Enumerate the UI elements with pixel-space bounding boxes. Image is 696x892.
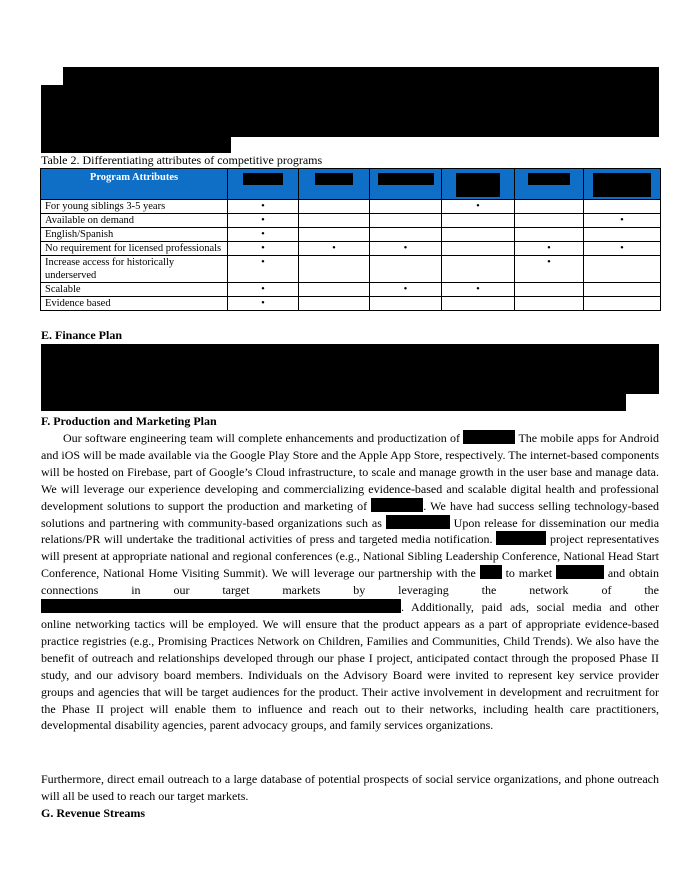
mark-cell: •	[228, 283, 299, 297]
attribute-cell: Available on demand	[41, 214, 228, 228]
mark-cell	[584, 297, 661, 311]
mark-cell: •	[228, 200, 299, 214]
prod-text-1: Our software engineering team will complete enhancements and productization of	[63, 431, 461, 445]
mark-cell: •	[584, 214, 661, 228]
heading-production-marketing: F. Production and Marketing Plan	[41, 414, 217, 428]
mark-cell	[299, 200, 370, 214]
mark-cell: •	[228, 297, 299, 311]
mark-cell: •	[228, 228, 299, 242]
mark-cell	[442, 242, 515, 256]
mark-cell	[584, 200, 661, 214]
mark-cell	[299, 256, 370, 283]
redaction-top-2	[41, 85, 659, 137]
mark-cell	[370, 297, 442, 311]
outreach-paragraph: Furthermore, direct email outreach to a large database of potential prospects of social service organizations, and phone outreach will all be used to reach our target markets.	[41, 772, 659, 803]
prod-text-4: Upon release for dissemination our media relations/PR will undertake the traditional activities of press and targeted media notification.	[41, 515, 660, 547]
attribute-cell: Evidence based	[41, 297, 228, 311]
mark-cell: •	[515, 256, 584, 283]
heading-finance-plan: E. Finance Plan	[41, 328, 123, 342]
redacted-network	[41, 599, 401, 613]
mark-cell	[370, 256, 442, 283]
heading-revenue-streams: G. Revenue Streams	[41, 806, 146, 820]
mark-cell	[584, 283, 661, 297]
redaction-finance-2	[41, 394, 626, 411]
redacted-organization	[386, 515, 450, 529]
mark-cell	[584, 256, 661, 283]
mark-cell	[442, 214, 515, 228]
header-redacted-2	[299, 169, 370, 200]
attribute-cell: Increase access for historically underserved	[41, 256, 228, 283]
mark-cell	[515, 297, 584, 311]
mark-cell: •	[442, 200, 515, 214]
attribute-cell: Scalable	[41, 283, 228, 297]
mark-cell: •	[442, 283, 515, 297]
table-row	[41, 228, 661, 242]
mark-cell: •	[584, 242, 661, 256]
mark-cell	[370, 200, 442, 214]
table-row	[41, 200, 661, 214]
mark-cell: •	[228, 242, 299, 256]
redaction-top-3	[41, 137, 231, 153]
mark-cell	[515, 214, 584, 228]
redaction-top-1	[63, 67, 659, 85]
table-row	[41, 242, 661, 256]
mark-cell	[515, 200, 584, 214]
mark-cell	[299, 228, 370, 242]
redacted-product-name-3	[496, 531, 546, 545]
redacted-product-name-2	[371, 498, 423, 512]
mark-cell: •	[299, 242, 370, 256]
prod-text-7: and obtain connections in our target markets by leveraging the network of the	[41, 566, 660, 598]
mark-cell	[370, 228, 442, 242]
attribute-cell: For young siblings 3-5 years	[41, 200, 228, 214]
header-redacted-1	[228, 169, 299, 200]
mark-cell	[442, 256, 515, 283]
redacted-product-name-1	[463, 430, 515, 444]
table-body	[41, 200, 661, 311]
table-row	[41, 283, 661, 297]
header-redacted-3	[370, 169, 442, 200]
mark-cell: •	[515, 242, 584, 256]
mark-cell	[515, 283, 584, 297]
table-row	[41, 256, 661, 283]
mark-cell	[442, 297, 515, 311]
mark-cell	[442, 228, 515, 242]
prod-text-6: to market	[505, 566, 553, 581]
prod-text-2: The mobile apps for Android and iOS will be made available via the Google Play Store and the Apple App Store, respectively. The internet-based components will be hosted on Firebase, part of Google’s Cloud infrastructure, to scale and manage growth in the user base and manage data. We will leverage our experience developing and commercializing evidence-based and scalable digital health and professional development solutions to support the production and marketing of	[41, 431, 659, 513]
mark-cell	[584, 228, 661, 242]
header-program-attributes: Program Attributes	[41, 169, 228, 200]
attribute-cell: English/Spanish	[41, 228, 228, 242]
header-redacted-5	[515, 169, 584, 200]
redacted-partner	[480, 565, 502, 579]
redacted-product-name-4	[556, 565, 604, 579]
mark-cell: •	[370, 283, 442, 297]
table-header-row	[41, 169, 661, 200]
mark-cell: •	[370, 242, 442, 256]
production-paragraph	[41, 430, 659, 734]
mark-cell: •	[228, 214, 299, 228]
prod-text-8: . Additionally, paid ads, social media and other online networking tactics will be employed. We will ensure that the product appears as a part of appropriate evidence-based practice registries (e.g., Promising Practices Network on Children, Families and Communities, Child Trends). We also have the benefit of outreach and relationships developed through our phase I project, anticipated contact through the proposed Phase II study, and our advisory board members. Individuals on the Advisory Board were invited to represent key service provider groups and agencies that will be target audiences for the product. Their active involvement in development and recruitment for the Phase II project will enable them to influence and reach out to their networks, including health care practitioners, developmental disability agencies, parent advocacy groups, and family services organizations.	[41, 600, 659, 733]
attributes-table	[40, 168, 661, 311]
mark-cell	[299, 283, 370, 297]
mark-cell: •	[228, 256, 299, 283]
prod-text-5: project representatives will present at appropriate national and regional conferences (e.g., National Sibling Leadership Conference, National Head Start Conference, National Home Visiting Summit). We will leverage our partnership with the	[41, 532, 659, 581]
mark-cell	[515, 228, 584, 242]
mark-cell	[370, 214, 442, 228]
header-redacted-6	[584, 169, 661, 200]
prod-text-3: . We have had success selling technology-based solutions and partnering with community-based organizations such as	[41, 498, 659, 530]
table-row	[41, 214, 661, 228]
table-row	[41, 297, 661, 311]
table-caption: Table 2. Differentiating attributes of competitive programs	[41, 153, 323, 167]
attribute-cell: No requirement for licensed professionals	[41, 242, 228, 256]
header-redacted-4	[442, 169, 515, 200]
redaction-finance-1	[41, 344, 659, 394]
mark-cell	[299, 214, 370, 228]
mark-cell	[299, 297, 370, 311]
